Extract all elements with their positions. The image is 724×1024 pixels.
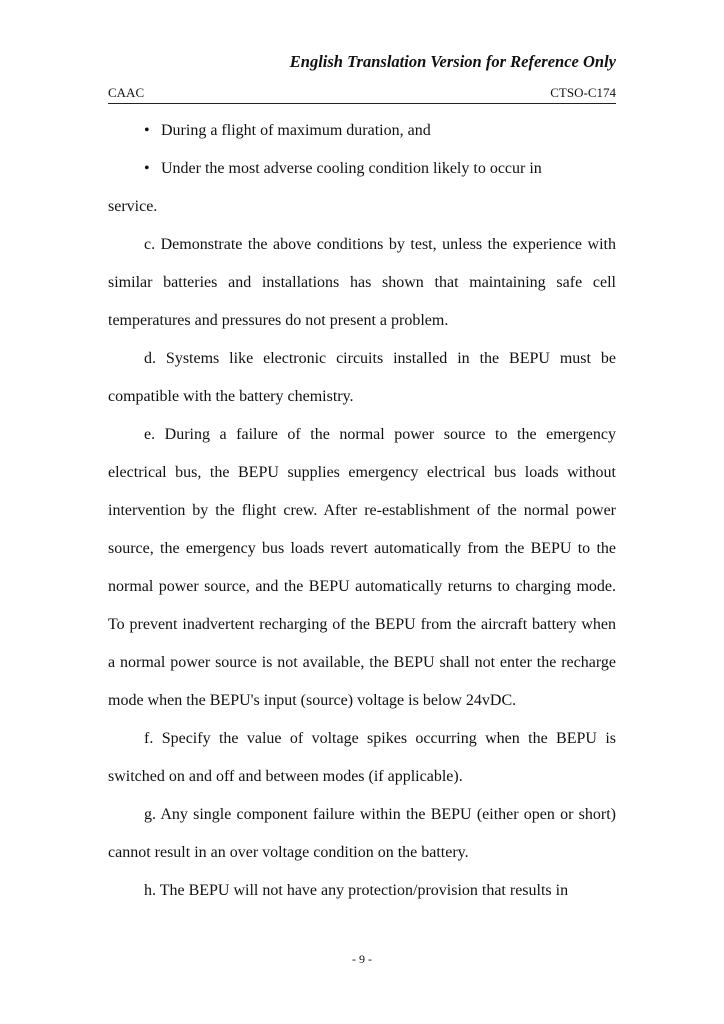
- header-org: CAAC: [108, 85, 145, 100]
- translation-banner: English Translation Version for Reference Only: [289, 52, 616, 71]
- page-number: - 9 -: [352, 952, 372, 966]
- bullet-item: • During a flight of maximum duration, and: [108, 112, 616, 150]
- bullet-icon: •: [144, 122, 150, 139]
- paragraph-e: e. During a failure of the normal power source to the emergency electrical bus, the BEPU supplies emergency electrical bus loads without intervention by the flight crew. After re-establishment of the normal power source, the emergency bus loads revert automatically from the BEPU to the normal power source, and the BEPU automatically returns to charging mode. To prevent inadvertent recharging of the BEPU from the aircraft battery when a normal power source is not available, the BEPU shall not enter the recharge mode when the BEPU's input (source) voltage is below 24vDC.: [108, 426, 616, 709]
- bullet-icon: •: [144, 160, 150, 177]
- paragraph-h: h. The BEPU will not have any protection/provision that results in: [144, 882, 569, 899]
- paragraph-f: f. Specify the value of voltage spikes occurring when the BEPU is switched on and off and between modes (if applicable).: [108, 730, 616, 785]
- document-body: [108, 112, 616, 910]
- running-header: [108, 85, 616, 104]
- paragraph-d: d. Systems like electronic circuits installed in the BEPU must be compatible with the battery chemistry.: [108, 350, 616, 405]
- paragraph-g: g. Any single component failure within the BEPU (either open or short) cannot result in an over voltage condition on the battery.: [108, 806, 616, 861]
- bullet-continuation: service.: [108, 198, 158, 215]
- bullet-item: • Under the most adverse cooling condition likely to occur in: [108, 150, 616, 188]
- paragraph-c: c. Demonstrate the above conditions by test, unless the experience with similar batteries and installations has shown that maintaining safe cell temperatures and pressures do not present a problem.: [108, 236, 616, 329]
- header-doc-id: CTSO-C174: [550, 85, 616, 100]
